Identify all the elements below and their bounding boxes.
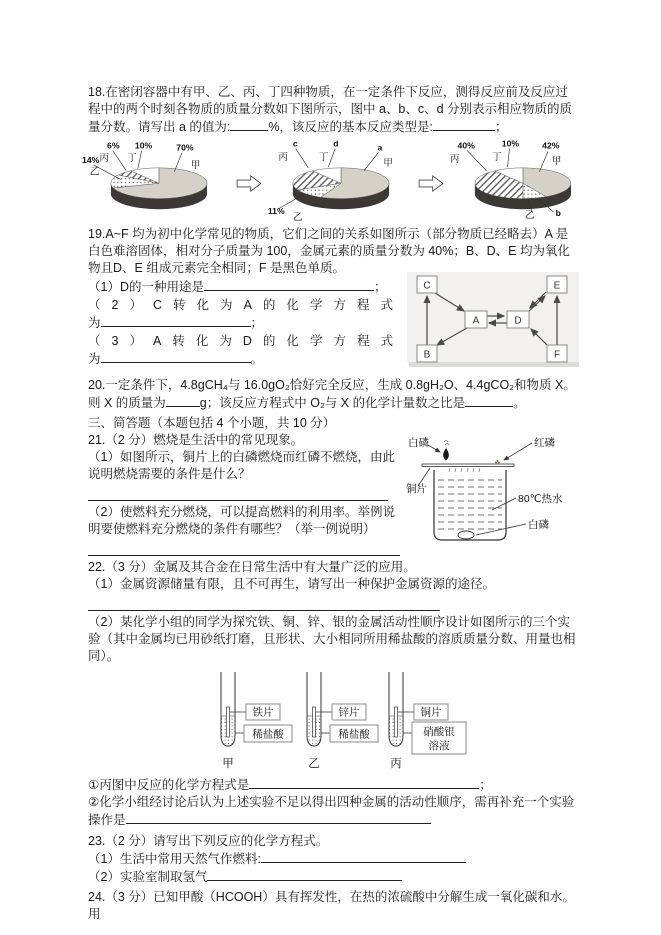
vapor-ticks xyxy=(449,468,480,472)
q18-pie-figures xyxy=(82,139,579,222)
label-dilute-hcl-2: 稀盐酸 xyxy=(338,728,370,741)
pie2-label-jia: 甲 xyxy=(383,157,393,169)
q19-sub2-end: ； xyxy=(250,315,264,330)
pie1-label-jia: 甲 xyxy=(190,159,201,171)
node-box-f: F xyxy=(553,349,561,361)
q22-line1: 22.（3 分）金属及其合金在日常生活中有大量广泛的应用。 xyxy=(88,559,416,574)
q19-sub3-line2 xyxy=(88,350,393,368)
q22-circle1-blank xyxy=(249,776,479,789)
pie3-label-jia: 甲 xyxy=(551,156,562,168)
q21-sub2-answer-line xyxy=(88,540,400,556)
pie3-label-yi: 乙 xyxy=(524,209,535,221)
pie1-label-yi-pct: 14% xyxy=(82,155,100,166)
pie3-label-b: b xyxy=(555,207,561,218)
q21-sub1-text: （1）如图所示，铜片上的白磷燃烧而红磷不燃烧，由此说明燃烧需要的条件是什么？ xyxy=(88,449,395,481)
q21-sub1-answer-line xyxy=(88,485,388,501)
test-tube-yi xyxy=(307,672,378,769)
pie1-label-bing: 丙 xyxy=(99,153,109,165)
q21-line1: 21.（2 分）燃烧是生活中的常见现象。 xyxy=(88,432,304,447)
q20-text-pre: 20.一定条件下，4.8gCH₄与 16.0gO₂恰好完全反应，生成 0.8gH₂O、4.4gCO₂和物质 X。则 X 的质量为 xyxy=(88,377,576,410)
question-20-text xyxy=(88,377,579,412)
node-box-c: C xyxy=(423,280,431,292)
q23-sub1-text: （1）生活中常用天然气作燃料: xyxy=(88,851,261,866)
label-copper-piece: 铜片 xyxy=(420,706,442,719)
q18-blank-reaction-type xyxy=(433,118,495,131)
label-silver-nitrate-2: 溶液 xyxy=(428,739,450,752)
pie1-label-jia-pct: 70% xyxy=(176,142,194,153)
q19-subquestions xyxy=(88,278,393,368)
question-18-text xyxy=(88,84,579,136)
pie1-label-ding: 丁 xyxy=(127,153,137,165)
diagram-shadow xyxy=(409,362,579,367)
q18-text-end: ； xyxy=(494,120,508,134)
q19-sub2-text: （2）C转化为A的化学方程式 xyxy=(88,297,393,312)
q20-blank-mass xyxy=(166,394,200,407)
pie3-label-jia-pct: 42% xyxy=(542,140,560,151)
arrow-right-icon xyxy=(418,175,444,192)
q23-sub2-text: （2）实验室制取氢气 xyxy=(88,869,208,884)
q18-text-mid: %，该反应的基本反应类型是: xyxy=(268,120,433,134)
pie2-label-bing: 丙 xyxy=(278,152,289,164)
question-23-body xyxy=(88,833,579,886)
label-hot-water: 80℃热水 xyxy=(518,492,563,505)
q19-sub3-blank xyxy=(101,350,251,363)
relationship-diagram xyxy=(407,272,579,373)
flame-icon xyxy=(443,448,449,461)
phosphorus-experiment-figure xyxy=(406,434,591,554)
iron-strip xyxy=(227,707,230,737)
q19-sub1-blank xyxy=(204,278,374,291)
pie-slices xyxy=(293,168,389,199)
q22-circle1-text: ①丙图中反应的化学方程式是 xyxy=(88,777,250,792)
q19-sub1-end: ； xyxy=(373,279,387,294)
q19-sub2-line2 xyxy=(88,314,393,332)
caption-bing: 丙 xyxy=(390,757,402,769)
pie3-label-bing-pct: 40% xyxy=(457,140,475,151)
q18-text-pre: 18.在密闭容器中有甲、乙、丙、丁四种物质，在一定条件下反应，测得反应前及反应过程中的两个时刻各物质的质量分数如下图所示，图中 a、b、c、d 分别表示相应物质的质量分数。请写出 a 的值为: xyxy=(88,85,573,134)
q19-sub3-wei: 为 xyxy=(88,351,101,366)
node-box-b: B xyxy=(423,349,431,361)
q22-sub1-answer-line xyxy=(88,595,440,611)
q19-sub3-text: （3）A转化为D的化学方程式 xyxy=(88,333,393,348)
label-red-phosphorus: 红磷 xyxy=(534,436,555,449)
label-dilute-hcl-1: 稀盐酸 xyxy=(252,728,284,741)
q19-sub3-line1 xyxy=(88,332,393,350)
node-box-a: A xyxy=(472,315,480,327)
q23-sub1 xyxy=(88,850,579,868)
node-box-d: D xyxy=(514,315,522,327)
pie3-label-ding: 丁 xyxy=(492,152,502,164)
pie2-label-yi: 乙 xyxy=(292,211,303,222)
pie3-label-bing: 丙 xyxy=(449,154,460,166)
label-white-phosphorus-bottom: 白磷 xyxy=(528,518,549,531)
copper-strip xyxy=(395,707,398,737)
test-tube-bing xyxy=(389,672,466,769)
label-silver-nitrate-1: 硝酸银 xyxy=(423,725,455,738)
pie-chart-moment-2 xyxy=(446,139,598,222)
water-lines xyxy=(438,480,502,529)
q22-circle2 xyxy=(88,794,579,829)
caption-jia: 甲 xyxy=(222,757,234,769)
pie1-label-ding-pct: 10% xyxy=(134,140,153,151)
q23-sub2-blank xyxy=(207,868,402,881)
q19-sub1-text: （1）D的一种用途是 xyxy=(88,279,204,294)
q21-text-column xyxy=(88,432,400,559)
q19-sub2-line1 xyxy=(88,296,393,314)
pie2-label-yi-pct: 11% xyxy=(267,206,285,217)
arrow-right-icon xyxy=(236,175,262,192)
q22-circle1 xyxy=(88,776,579,794)
q19-sub2-blank xyxy=(101,314,251,327)
q18-blank-a-value xyxy=(230,118,268,131)
question-24-text: 24.（3 分）已知甲酸（HCOOH）具有挥发性，在热的浓硫酸中分解生成一氧化碳和水。用 xyxy=(88,889,575,921)
label-iron-piece: 铁片 xyxy=(252,706,274,719)
q19-sub3-end: 。 xyxy=(250,351,264,366)
pie3-label-ding-pct: 10% xyxy=(501,139,520,149)
label-zinc-piece: 锌片 xyxy=(338,706,360,719)
pie-slices xyxy=(111,168,207,199)
label-copper-sheet: 铜片 xyxy=(406,482,427,495)
q20-text-end: 。 xyxy=(513,395,526,410)
q22-circle2-blank xyxy=(126,811,431,824)
zinc-strip xyxy=(313,707,316,737)
red-phosphorus-pile xyxy=(495,460,500,464)
q23-sub1-blank xyxy=(261,850,466,863)
q23-sub2 xyxy=(88,868,579,886)
pie-chart-before-reaction xyxy=(82,139,234,222)
q19-sub2-wei: 为 xyxy=(88,315,101,330)
pie-chart-moment-1 xyxy=(264,139,416,222)
q21-sub2-text: （2）使燃料充分燃烧，可以提高燃料的利用率。举例说明要使燃料充分燃烧的条件有哪些？（举一例说明） xyxy=(88,504,395,536)
pie-slices xyxy=(475,168,571,199)
label-white-phosphorus-top: 白磷 xyxy=(408,436,429,449)
pie1-label-yi: 乙 xyxy=(89,166,100,178)
section-3-header: 三、简答题（本题包括 4 个小题，共 10 分） xyxy=(88,415,336,430)
question-19-body xyxy=(88,278,579,373)
copper-sheet xyxy=(422,464,514,467)
node-box-e: E xyxy=(553,280,561,292)
pie2-label-c: c xyxy=(292,139,298,149)
q20-text-mid: g；该反应方程式中 O₂与 X 的化学计量数之比是 xyxy=(199,395,466,410)
pie2-label-a: a xyxy=(377,142,383,153)
q20-blank-ratio xyxy=(465,394,513,407)
q19-sub1 xyxy=(88,278,393,296)
smoke-lines xyxy=(444,440,449,445)
question-21-body xyxy=(88,432,579,559)
q22-circle2-text: ②化学小组经讨论后认为上述实验不足以得出四种金属的活动性顺序，需再补充一个实验操作是 xyxy=(88,794,575,827)
pie2-label-d: d xyxy=(333,139,339,149)
metal-activity-experiment-figure xyxy=(196,669,579,774)
q22-sub1-text: （1）金属资源储量有限，且不可再生，请写出一种保护金属资源的途径。 xyxy=(88,576,495,591)
question-22-body xyxy=(88,559,579,829)
q22-sub2-text: （2）某化学小组的同学为探究铁、铜、锌、银的金属活动性顺序设计如图所示的三个实验（其中金属均已用砂纸打磨，且形状、大小相同所用稀盐酸的溶质质量分数、用量也相同）。 xyxy=(88,614,576,663)
question-19-intro: 19.A~F 均为初中化学常见的物质，它们之间的关系如图所示（部分物质已经略去）A 是白色难溶固体，相对分子质量为 100，金属元素的质量分数为 40%；B、D、E 均为氧化物且D、E 组成元素完全相同；F 是黑色单质。 xyxy=(88,226,570,275)
white-phosphorus-lump xyxy=(458,531,474,539)
test-tube-jia xyxy=(221,672,292,769)
q22-circle1-end: ； xyxy=(479,777,492,792)
q23-line1: 23.（2 分）请写出下列反应的化学方程式。 xyxy=(88,833,329,848)
pie1-label-bing-pct: 6% xyxy=(107,140,120,151)
beaker xyxy=(434,470,506,540)
caption-yi: 乙 xyxy=(308,757,320,769)
pie2-label-ding: 丁 xyxy=(318,152,329,164)
